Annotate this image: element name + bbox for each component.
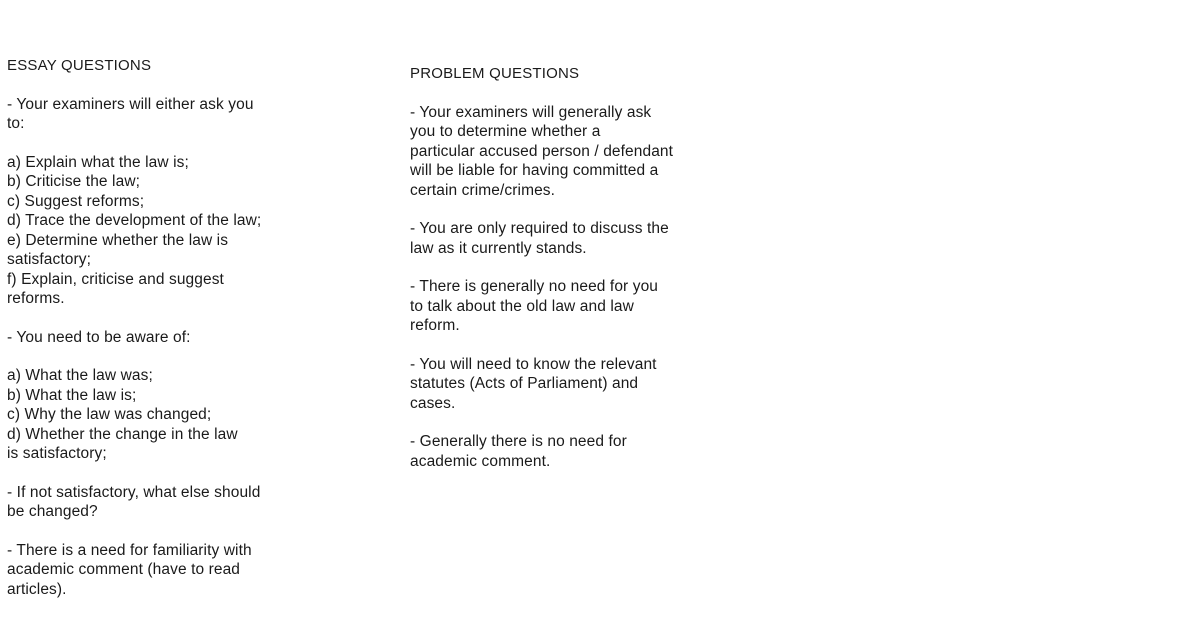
list-item: d) Whether the change in the law is satisfactory;: [7, 425, 238, 462]
essay-intro: - Your examiners will either ask you to:: [7, 95, 254, 132]
problem-questions-column: [410, 64, 710, 490]
essay-aware-intro: - You need to be aware of:: [7, 328, 191, 346]
problem-heading: PROBLEM QUESTIONS: [410, 65, 580, 82]
list-item: b) What the law is;: [7, 386, 137, 404]
list-item: d) Trace the development of the law;: [7, 212, 262, 229]
problem-point: - You will need to know the relevant statutes (Acts of Parliament) and cases.: [410, 355, 657, 412]
essay-ask-list: [7, 153, 307, 309]
list-item: b) Criticise the law;: [7, 173, 141, 190]
list-item: a) What the law was;: [7, 367, 153, 384]
problem-point: - Generally there is no need for academic comment.: [410, 433, 627, 470]
essay-questions-column: [7, 56, 307, 618]
problem-point: - There is generally no need for you to talk about the old law and law reform.: [410, 278, 659, 334]
list-item: c) Why the law was changed;: [7, 406, 212, 423]
essay-not-satisfactory: - If not satisfactory, what else should be changed?: [7, 483, 261, 520]
essay-aware-list: [7, 366, 307, 464]
list-item: f) Explain, criticise and suggest reforms.: [7, 270, 224, 307]
problem-point: - Your examiners will generally ask you to determine whether a particular accused person / defendant will be liable for having committed a certain crime/crimes.: [410, 103, 674, 199]
essay-heading: ESSAY QUESTIONS: [7, 57, 152, 74]
problem-point: - You are only required to discuss the law as it currently stands.: [410, 220, 669, 257]
list-item: a) Explain what the law is;: [7, 153, 189, 171]
list-item: c) Suggest reforms;: [7, 192, 145, 210]
essay-familiarity: - There is a need for familiarity with academic comment (have to read articles).: [7, 541, 252, 598]
list-item: e) Determine whether the law is satisfactory;: [7, 231, 229, 268]
